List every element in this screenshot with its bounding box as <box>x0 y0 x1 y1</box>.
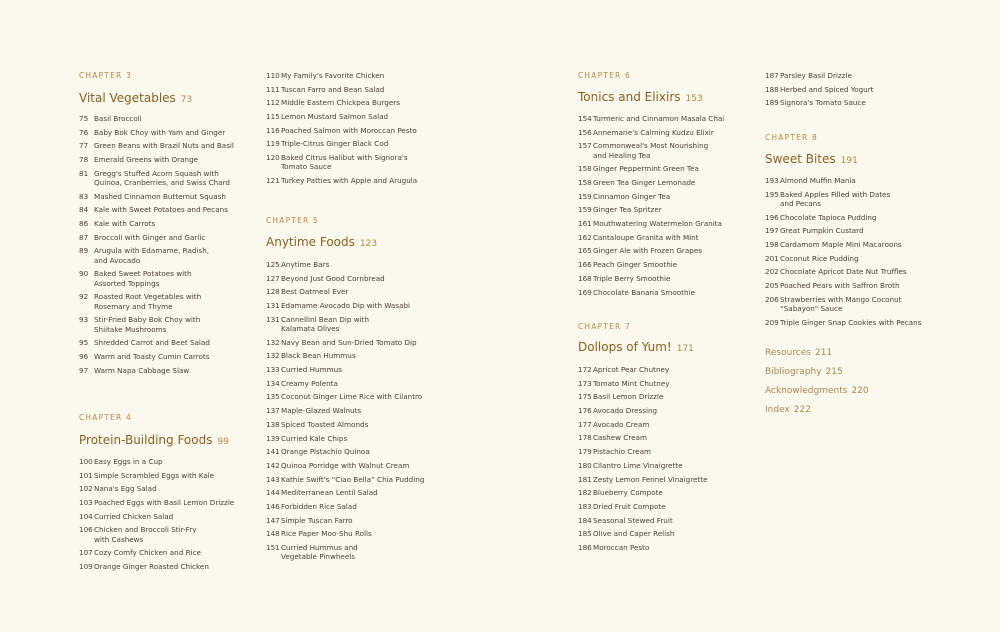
entry-title-line: Green Beans with Brazil Nuts and Basil <box>94 141 234 151</box>
entry-title-line: Best Oatmeal Ever <box>281 287 349 297</box>
toc-entry[interactable] <box>266 176 501 185</box>
entry-page-number: 103 <box>79 498 93 508</box>
entry-title-line: Shredded Carrot and Beet Salad <box>94 338 210 348</box>
entry-page-number: 209 <box>765 317 779 327</box>
entry-title-line: Triple Ginger Snap Cookies with Pecans <box>780 317 922 327</box>
entry-title-line: Maple-Glazed Walnuts <box>281 406 362 416</box>
entry-title-line: Mashed Cinnamon Butternut Squash <box>94 191 226 201</box>
entry-title-line: Poached Eggs with Basil Lemon Drizzle <box>94 498 235 508</box>
entry-page-number: 90 <box>79 269 89 279</box>
toc-entry[interactable] <box>578 502 813 511</box>
entry-title-line: Avocado Cream <box>593 419 650 429</box>
entry-title-line: Gregg's Stuffed Acorn Squash with <box>94 168 219 178</box>
toc-entry[interactable] <box>765 226 1000 235</box>
entry-title-line: Beyond Just Good Cornbread <box>281 273 385 283</box>
entry-page-number: 154 <box>578 114 592 123</box>
entry-page-number: 158 <box>578 164 592 174</box>
toc-entry[interactable] <box>266 315 501 334</box>
entry-title-line: Blueberry Compote <box>593 488 663 498</box>
entry-title-line: Roasted Root Vegetables with <box>94 292 202 302</box>
entry-page-number: 159 <box>578 191 592 201</box>
entry-page-number: 133 <box>266 365 280 375</box>
entry-title-line: Curried Kale Chips <box>281 433 348 443</box>
toc-entry[interactable] <box>765 190 1000 209</box>
entry-page-number: 86 <box>79 219 89 229</box>
toc-entry[interactable] <box>266 260 501 269</box>
entry-page-number: 142 <box>266 460 280 470</box>
entry-page-number: 139 <box>266 433 280 443</box>
entry-page-number: 169 <box>578 287 592 297</box>
toc-entry[interactable] <box>765 295 1000 314</box>
entry-page-number: 183 <box>578 501 592 511</box>
entry-title-line: Emerald Greens with Orange <box>94 155 199 165</box>
entry-title-line: Peach Ginger Smoothie <box>593 260 678 270</box>
toc-entry[interactable] <box>765 254 1000 263</box>
entry-page-number: 134 <box>266 378 280 388</box>
entry-title-line: Tomato Mint Chutney <box>593 378 670 388</box>
entry-title-line: Mediterranean Lentil Salad <box>281 488 378 498</box>
entry-page-number: 93 <box>79 315 89 325</box>
entry-page-number: 196 <box>765 212 779 222</box>
entry-page-number: 138 <box>266 419 280 429</box>
chapter-title-text: Anytime Foods <box>266 235 355 249</box>
chapter-page: 171 <box>676 344 694 354</box>
entry-title-line: Arugula with Edamame, Radish, <box>94 246 210 256</box>
toc-entry[interactable] <box>266 98 501 107</box>
entry-page-number: 172 <box>578 365 592 374</box>
entry-title-line: and Healing Tea <box>593 150 651 160</box>
toc-entry[interactable] <box>578 475 813 484</box>
entry-page-number: 89 <box>79 246 89 256</box>
entry-title-line: Quinoa, Cranberries, and Swiss Chard <box>94 178 230 188</box>
entry-title-line: Seasonal Stewed Fruit <box>593 515 673 525</box>
entry-title-line: Moroccan Pesto <box>593 542 650 552</box>
entry-title-line: Navy Bean and Sun-Dried Tomato Dip <box>281 337 417 347</box>
chapter-title[interactable] <box>266 235 377 249</box>
chapter-page: 99 <box>217 437 229 447</box>
chapter-title-text: Tonics and Elixirs <box>578 90 681 104</box>
entry-title-line: Tuscan Farro and Bean Salad <box>281 84 385 94</box>
toc-entry[interactable] <box>578 461 813 470</box>
entry-page-number: 202 <box>765 267 779 277</box>
entry-page-number: 182 <box>578 488 592 498</box>
entry-title-line: Ginger Tea Spritzer <box>593 205 662 215</box>
entry-title-line: Baked Citrus Halibut with Signora's <box>281 153 408 163</box>
entry-title-line: Coconut Rice Pudding <box>780 253 859 263</box>
chapter-title[interactable] <box>79 433 229 447</box>
entry-page-number: 81 <box>79 168 89 178</box>
entry-page-number: 135 <box>266 392 280 402</box>
entry-page-number: 97 <box>79 365 89 375</box>
entry-title-line: Kalamata Olives <box>281 324 340 334</box>
chapter-title[interactable] <box>765 152 858 166</box>
toc-entry[interactable] <box>266 461 501 470</box>
chapter-label: CHAPTER 6 <box>578 71 632 80</box>
entry-page-number: 131 <box>266 314 280 324</box>
entry-page-number: 165 <box>578 246 592 256</box>
toc-entry[interactable] <box>266 434 501 443</box>
entry-title-line: Simple Tuscan Farro <box>281 515 353 525</box>
entry-title-line: Almond Muffin Mania <box>780 176 856 185</box>
entry-title-line: with Cashews <box>94 534 144 544</box>
entry-title-line: Basil Lemon Drizzle <box>593 392 664 402</box>
entry-page-number: 177 <box>578 419 592 429</box>
entry-title-line: Curried Hummus and <box>281 543 358 553</box>
chapter-label: CHAPTER 3 <box>79 71 133 80</box>
toc-entry[interactable] <box>266 287 501 296</box>
chapter-title-text: Sweet Bites <box>765 152 836 166</box>
backmatter-item-bibliography[interactable]: Bibliography 215 <box>765 367 843 377</box>
entry-title-line: and Avocado <box>94 255 141 265</box>
entry-title-line: Stir-Fried Baby Bok Choy with <box>94 315 201 325</box>
entry-page-number: 201 <box>765 253 779 263</box>
entry-page-number: 75 <box>79 114 89 123</box>
entry-page-number: 84 <box>79 205 89 215</box>
entry-title-line: Rosemary and Thyme <box>94 301 173 311</box>
toc-entry[interactable] <box>765 267 1000 276</box>
entry-title-line: Easy Eggs in a Cup <box>94 457 163 466</box>
toc-entry[interactable] <box>266 516 501 525</box>
entry-page-number: 188 <box>765 84 779 94</box>
entry-page-number: 206 <box>765 294 779 304</box>
toc-entry[interactable] <box>266 529 501 538</box>
entry-title-line: Kale with Sweet Potatoes and Pecans <box>94 205 228 215</box>
recipe-list <box>765 71 1000 112</box>
entry-title-line: “Sabayon” Sauce <box>780 304 843 314</box>
entry-page-number: 147 <box>266 515 280 525</box>
entry-page-number: 111 <box>266 84 280 94</box>
entry-title-line: Nana's Egg Salad <box>94 484 157 494</box>
entry-page-number: 116 <box>266 125 280 135</box>
toc-entry[interactable] <box>266 447 501 456</box>
toc-entry[interactable] <box>765 98 1000 107</box>
entry-title-line: Triple Berry Smoothie <box>593 273 671 283</box>
recipe-list <box>266 71 501 190</box>
backmatter-item-acknowledgments[interactable]: Acknowledgments 220 <box>765 386 869 396</box>
toc-entry[interactable] <box>266 365 501 374</box>
entry-title-line: Chocolate Apricot Date Nut Truffles <box>780 267 907 277</box>
entry-page-number: 83 <box>79 191 89 201</box>
entry-page-number: 132 <box>266 351 280 361</box>
entry-title-line: and Pecans <box>780 198 821 208</box>
entry-page-number: 197 <box>765 226 779 236</box>
toc-entry[interactable] <box>266 475 501 484</box>
toc-entry[interactable] <box>578 516 813 525</box>
entry-page-number: 168 <box>578 273 592 283</box>
entry-title-line: Simple Scrambled Eggs with Kale <box>94 470 215 480</box>
entry-title-line: Warm and Toasty Cumin Carrots <box>94 352 210 362</box>
toc-entry[interactable] <box>266 71 501 80</box>
entry-page-number: 173 <box>578 378 592 388</box>
toc-entry[interactable] <box>578 114 813 123</box>
entry-title-line: Green Tea Ginger Lemonade <box>593 178 696 188</box>
entry-title-line: Ginger Peppermint Green Tea <box>593 164 699 174</box>
entry-title-line: Black Bean Hummus <box>281 351 356 361</box>
entry-title-line: Dried Fruit Compote <box>593 501 666 511</box>
entry-page-number: 176 <box>578 406 592 416</box>
entry-title-line: My Family's Favorite Chicken <box>281 71 385 80</box>
toc-entry[interactable] <box>578 447 813 456</box>
entry-page-number: 180 <box>578 460 592 470</box>
entry-page-number: 104 <box>79 511 93 521</box>
entry-page-number: 162 <box>578 232 592 242</box>
chapter-page: 73 <box>180 95 193 105</box>
entry-page-number: 121 <box>266 176 280 186</box>
toc-entry[interactable] <box>266 301 501 310</box>
entry-page-number: 156 <box>578 127 592 137</box>
toc-entry[interactable] <box>79 192 314 201</box>
chapter-page: 153 <box>685 94 703 104</box>
toc-entry[interactable] <box>266 126 501 135</box>
entry-title-line: Orange Pistachio Quinoa <box>281 447 370 457</box>
entry-title-line: Olive and Caper Relish <box>593 529 675 539</box>
entry-title-line: Cantaloupe Granita with Mint <box>593 232 699 242</box>
entry-title-line: Rice Paper Moo-Shu Rolls <box>281 529 372 539</box>
entry-title-line: Baby Bok Choy with Yam and Ginger <box>94 127 226 137</box>
backmatter-list <box>765 348 869 424</box>
toc-entry[interactable] <box>266 543 501 562</box>
chapter-title-text: Dollops of Yum! <box>578 340 672 354</box>
toc-entry[interactable] <box>765 240 1000 249</box>
toc-entry[interactable] <box>266 85 501 94</box>
entry-page-number: 115 <box>266 112 280 122</box>
entry-page-number: 119 <box>266 139 280 149</box>
entry-page-number: 189 <box>765 98 779 108</box>
entry-title-line: Zesty Lemon Fennel Vinaigrette <box>593 474 708 484</box>
entry-title-line: Parsley Basil Drizzle <box>780 71 852 80</box>
entry-page-number: 175 <box>578 392 592 402</box>
chapter-title[interactable] <box>79 91 192 105</box>
entry-page-number: 106 <box>79 525 93 535</box>
toc-entry[interactable] <box>765 176 1000 185</box>
entry-page-number: 120 <box>266 153 280 163</box>
entry-page-number: 143 <box>266 474 280 484</box>
chapter-label: CHAPTER 4 <box>79 413 133 422</box>
entry-page-number: 78 <box>79 155 89 165</box>
chapter-label: CHAPTER 5 <box>266 216 320 225</box>
entry-title-line: Ginger Ale with Frozen Grapes <box>593 246 702 256</box>
backmatter-item-index[interactable]: Index 222 <box>765 405 811 415</box>
entry-title-line: Anytime Bars <box>281 260 330 269</box>
entry-page-number: 128 <box>266 287 280 297</box>
entry-page-number: 107 <box>79 548 93 558</box>
entry-page-number: 87 <box>79 232 89 242</box>
entry-title-line: Herbed and Spiced Yogurt <box>780 84 874 94</box>
entry-title-line: Warm Napa Cabbage Slaw <box>94 365 190 375</box>
entry-title-line: Orange Ginger Roasted Chicken <box>94 562 209 572</box>
entry-title-line: Tomato Sauce <box>281 162 332 172</box>
entry-title-line: Triple-Citrus Ginger Black Cod <box>281 139 389 149</box>
recipe-list <box>266 260 501 566</box>
entry-title-line: Cashew Cream <box>593 433 647 443</box>
entry-title-line: Coconut Ginger Lime Rice with Cilantro <box>281 392 423 402</box>
entry-page-number: 109 <box>79 562 93 572</box>
toc-entry[interactable] <box>765 213 1000 222</box>
entry-title-line: Cinnamon Ginger Tea <box>593 191 671 201</box>
chapter-page: 123 <box>359 239 378 249</box>
recipe-list <box>765 176 1000 331</box>
toc-entry[interactable] <box>266 420 501 429</box>
entry-page-number: 101 <box>79 470 93 480</box>
entry-title-line: Cardamom Maple Mini Macaroons <box>780 240 902 250</box>
entry-page-number: 195 <box>765 189 779 199</box>
entry-title-line: Lemon Mustard Salmon Salad <box>281 112 389 122</box>
entry-title-line: Broccoli with Ginger and Garlic <box>94 232 206 242</box>
entry-title-line: Spiced Toasted Almonds <box>281 419 369 429</box>
entry-title-line: Vegetable Pinwheels <box>281 552 356 562</box>
entry-page-number: 181 <box>578 474 592 484</box>
entry-title-line: Poached Salmon with Moroccan Pesto <box>281 125 417 135</box>
entry-page-number: 131 <box>266 301 280 311</box>
entry-title-line: Baked Apples Filled with Dates <box>780 189 891 199</box>
entry-page-number: 185 <box>578 529 592 539</box>
entry-title-line: Chocolate Tapioca Pudding <box>780 212 877 222</box>
entry-page-number: 151 <box>266 543 280 553</box>
toc-entry[interactable] <box>266 406 501 415</box>
entry-title-line: Commonweal's Most Nourishing <box>593 141 709 151</box>
entry-page-number: 198 <box>765 240 779 250</box>
chapter-title[interactable] <box>578 90 703 104</box>
chapter-title-text: Vital Vegetables <box>79 91 176 105</box>
entry-title-line: Chocolate Banana Smoothie <box>593 287 695 297</box>
toc-entry[interactable] <box>578 543 813 552</box>
toc-entry[interactable] <box>765 318 1000 327</box>
chapter-title[interactable] <box>578 340 694 354</box>
toc-entry[interactable] <box>79 205 314 214</box>
entry-title-line: Curried Hummus <box>281 365 342 375</box>
entry-title-line: Kathie Swift's “Ciao Bella” Chia Pudding <box>281 474 425 484</box>
entry-title-line: Great Pumpkin Custard <box>780 226 864 236</box>
toc-entry[interactable] <box>578 433 813 442</box>
entry-page-number: 127 <box>266 273 280 283</box>
toc-entry[interactable] <box>266 392 501 401</box>
toc-entry[interactable] <box>266 112 501 121</box>
toc-entry[interactable] <box>578 488 813 497</box>
entry-page-number: 146 <box>266 501 280 511</box>
entry-title-line: Poached Pears with Saffron Broth <box>780 281 900 291</box>
entry-page-number: 184 <box>578 515 592 525</box>
entry-page-number: 186 <box>578 542 592 552</box>
entry-page-number: 102 <box>79 484 93 494</box>
entry-title-line: Shiitake Mushrooms <box>94 324 167 334</box>
chapter-label: CHAPTER 7 <box>578 322 632 331</box>
entry-page-number: 158 <box>578 178 592 188</box>
entry-title-line: Cilantro Lime Vinaigrette <box>593 460 683 470</box>
entry-page-number: 137 <box>266 406 280 416</box>
entry-page-number: 179 <box>578 447 592 457</box>
toc-entry[interactable] <box>765 281 1000 290</box>
entry-page-number: 95 <box>79 338 89 348</box>
entry-page-number: 205 <box>765 281 779 291</box>
entry-title-line: Mouthwatering Watermelon Granita <box>593 219 722 229</box>
entry-page-number: 96 <box>79 352 89 362</box>
toc-entry[interactable] <box>266 502 501 511</box>
entry-title-line: Quinoa Porridge with Walnut Cream <box>281 460 410 470</box>
toc-entry[interactable] <box>266 488 501 497</box>
entry-page-number: 141 <box>266 447 280 457</box>
entry-page-number: 112 <box>266 98 280 108</box>
toc-entry[interactable] <box>765 71 1000 80</box>
toc-entry[interactable] <box>266 139 501 148</box>
entry-title-line: Chicken and Broccoli Stir-Fry <box>94 525 197 535</box>
entry-title-line: Cannellini Bean Dip with <box>281 314 370 324</box>
entry-page-number: 157 <box>578 141 592 151</box>
entry-title-line: Edamame Avocado Dip with Wasabi <box>281 301 411 311</box>
entry-page-number: 76 <box>79 127 89 137</box>
entry-page-number: 144 <box>266 488 280 498</box>
chapter-title-text: Protein-Building Foods <box>79 433 213 447</box>
entry-title-line: Curried Chicken Salad <box>94 511 174 521</box>
entry-page-number: 110 <box>266 71 280 80</box>
entry-title-line: Annemarie's Calming Kudzu Elixir <box>593 127 714 137</box>
entry-title-line: Turmeric and Cinnamon Masala Chai <box>593 114 725 123</box>
entry-page-number: 77 <box>79 141 89 151</box>
entry-title-line: Middle Eastern Chickpea Burgers <box>281 98 400 108</box>
entry-title-line: Forbidden Rice Salad <box>281 501 357 511</box>
toc-entry[interactable] <box>266 351 501 360</box>
toc-entry[interactable] <box>266 274 501 283</box>
entry-page-number: 148 <box>266 529 280 539</box>
entry-page-number: 193 <box>765 176 779 185</box>
toc-entry[interactable] <box>765 85 1000 94</box>
entry-page-number: 161 <box>578 219 592 229</box>
entry-page-number: 92 <box>79 292 89 302</box>
toc-entry[interactable] <box>266 153 501 172</box>
entry-page-number: 187 <box>765 71 779 80</box>
entry-title-line: Creamy Polenta <box>281 378 338 388</box>
entry-title-line: Strawberries with Mango Coconut <box>780 294 902 304</box>
entry-title-line: Avocado Dressing <box>593 406 658 416</box>
toc-entry[interactable] <box>266 379 501 388</box>
entry-page-number: 125 <box>266 260 280 269</box>
entry-title-line: Signora's Tomato Sauce <box>780 98 866 108</box>
entry-title-line: Cozy Comfy Chicken and Rice <box>94 548 201 558</box>
entry-page-number: 159 <box>578 205 592 215</box>
toc-entry[interactable] <box>578 529 813 538</box>
entry-page-number: 100 <box>79 457 93 466</box>
entry-title-line: Baked Sweet Potatoes with <box>94 269 192 279</box>
entry-title-line: Assorted Toppings <box>94 278 160 288</box>
entry-page-number: 178 <box>578 433 592 443</box>
entry-page-number: 132 <box>266 337 280 347</box>
entry-page-number: 166 <box>578 260 592 270</box>
entry-title-line: Kale with Carrots <box>94 219 156 229</box>
chapter-page: 191 <box>840 156 858 166</box>
entry-title-line: Basil Broccoli <box>94 114 142 123</box>
entry-title-line: Apricot Pear Chutney <box>593 365 670 374</box>
backmatter-item-resources[interactable]: Resources 211 <box>765 348 833 358</box>
entry-title-line: Pistachio Cream <box>593 447 651 457</box>
chapter-label: CHAPTER 8 <box>765 133 819 142</box>
entry-title-line: Turkey Patties with Apple and Arugula <box>281 176 418 186</box>
toc-entry[interactable] <box>266 338 501 347</box>
